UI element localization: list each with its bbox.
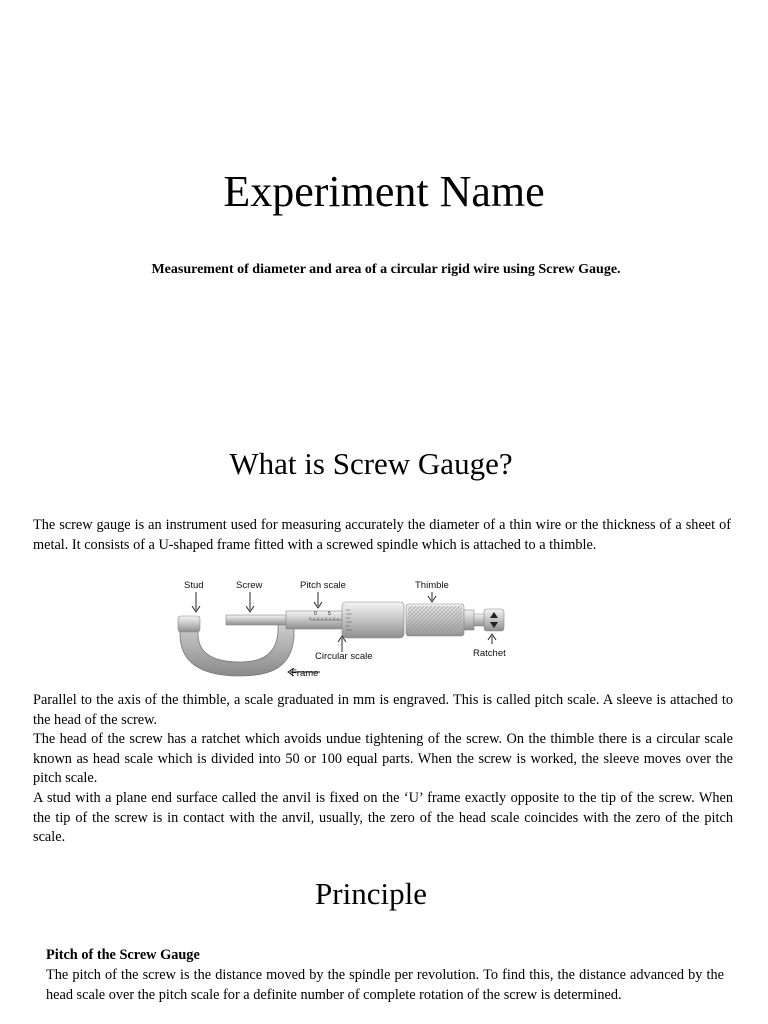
label-pitch-scale: Pitch scale xyxy=(300,580,346,591)
paragraph-ratchet: The head of the screw has a ratchet which avoids undue tightening of the screw. On the thimble there is a circular scale known as head scale which is divided into 50 or 100 equal parts. When the screw is worked, the sleeve moves over the pitch scale. xyxy=(33,731,733,787)
page-title: Experiment Name xyxy=(223,167,545,216)
label-ratchet: Ratchet xyxy=(473,648,506,659)
pitch-text: The pitch of the screw is the distance moved by the spindle per revolution. To find this, the distance advanced by the head scale over the pitch scale for a definite number of complete rotation of the screw is determined. xyxy=(46,967,724,1003)
intro-text: The screw gauge is an instrument used for measuring accurately the diameter of a thin wire or the thickness of a sheet of metal. It consists of a U-shaped frame fitted with a screwed spindle which is attached to a thimble. xyxy=(33,517,731,553)
experiment-subtitle: Measurement of diameter and area of a circular rigid wire using Screw Gauge. xyxy=(151,262,621,277)
description-paragraphs xyxy=(33,691,733,848)
circular-scale-arrow-icon xyxy=(338,636,346,652)
intro-paragraph xyxy=(33,516,731,555)
scale-zero: 0 xyxy=(314,611,317,617)
label-screw: Screw xyxy=(236,580,263,591)
screw-spindle xyxy=(226,615,286,625)
pitch-scale-arrow-icon xyxy=(314,592,322,608)
stud-arrow-icon xyxy=(192,592,200,612)
pitch-subheading: Pitch of the Screw Gauge xyxy=(46,947,200,963)
screw-arrow-icon xyxy=(246,592,254,612)
label-stud: Stud xyxy=(184,580,204,591)
knurl-texture xyxy=(408,606,462,634)
screw-gauge-figure xyxy=(170,576,520,682)
label-thimble: Thimble xyxy=(415,580,449,591)
thimble-arrow-icon xyxy=(428,592,436,602)
pitch-paragraph xyxy=(46,966,724,1005)
paragraph-pitch-scale: Parallel to the axis of the thimble, a scale graduated in mm is engraved. This is called pitch scale. A sleeve is attached to the head of the screw. xyxy=(33,692,733,728)
ratchet-body xyxy=(464,610,474,630)
label-frame: Frame xyxy=(291,668,319,679)
screw-gauge-diagram xyxy=(170,576,520,682)
paragraph-anvil: A stud with a plane end surface called the anvil is fixed on the ‘U’ frame exactly opposite to the tip of the screw. When the tip of the screw is in contact with the anvil, usually, the zero of the head scale coincides with the zero of the pitch scale. xyxy=(33,789,733,846)
ratchet-label-arrow-icon xyxy=(488,634,496,644)
scale-five: 5 xyxy=(328,611,331,617)
stud-anvil xyxy=(178,616,200,632)
section-heading-principle: Principle xyxy=(315,876,427,911)
section-heading-screw-gauge: What is Screw Gauge? xyxy=(229,446,513,481)
circular-scale-thimble xyxy=(342,602,404,638)
label-circular-scale: Circular scale xyxy=(315,651,373,662)
ratchet-neck xyxy=(474,614,484,626)
